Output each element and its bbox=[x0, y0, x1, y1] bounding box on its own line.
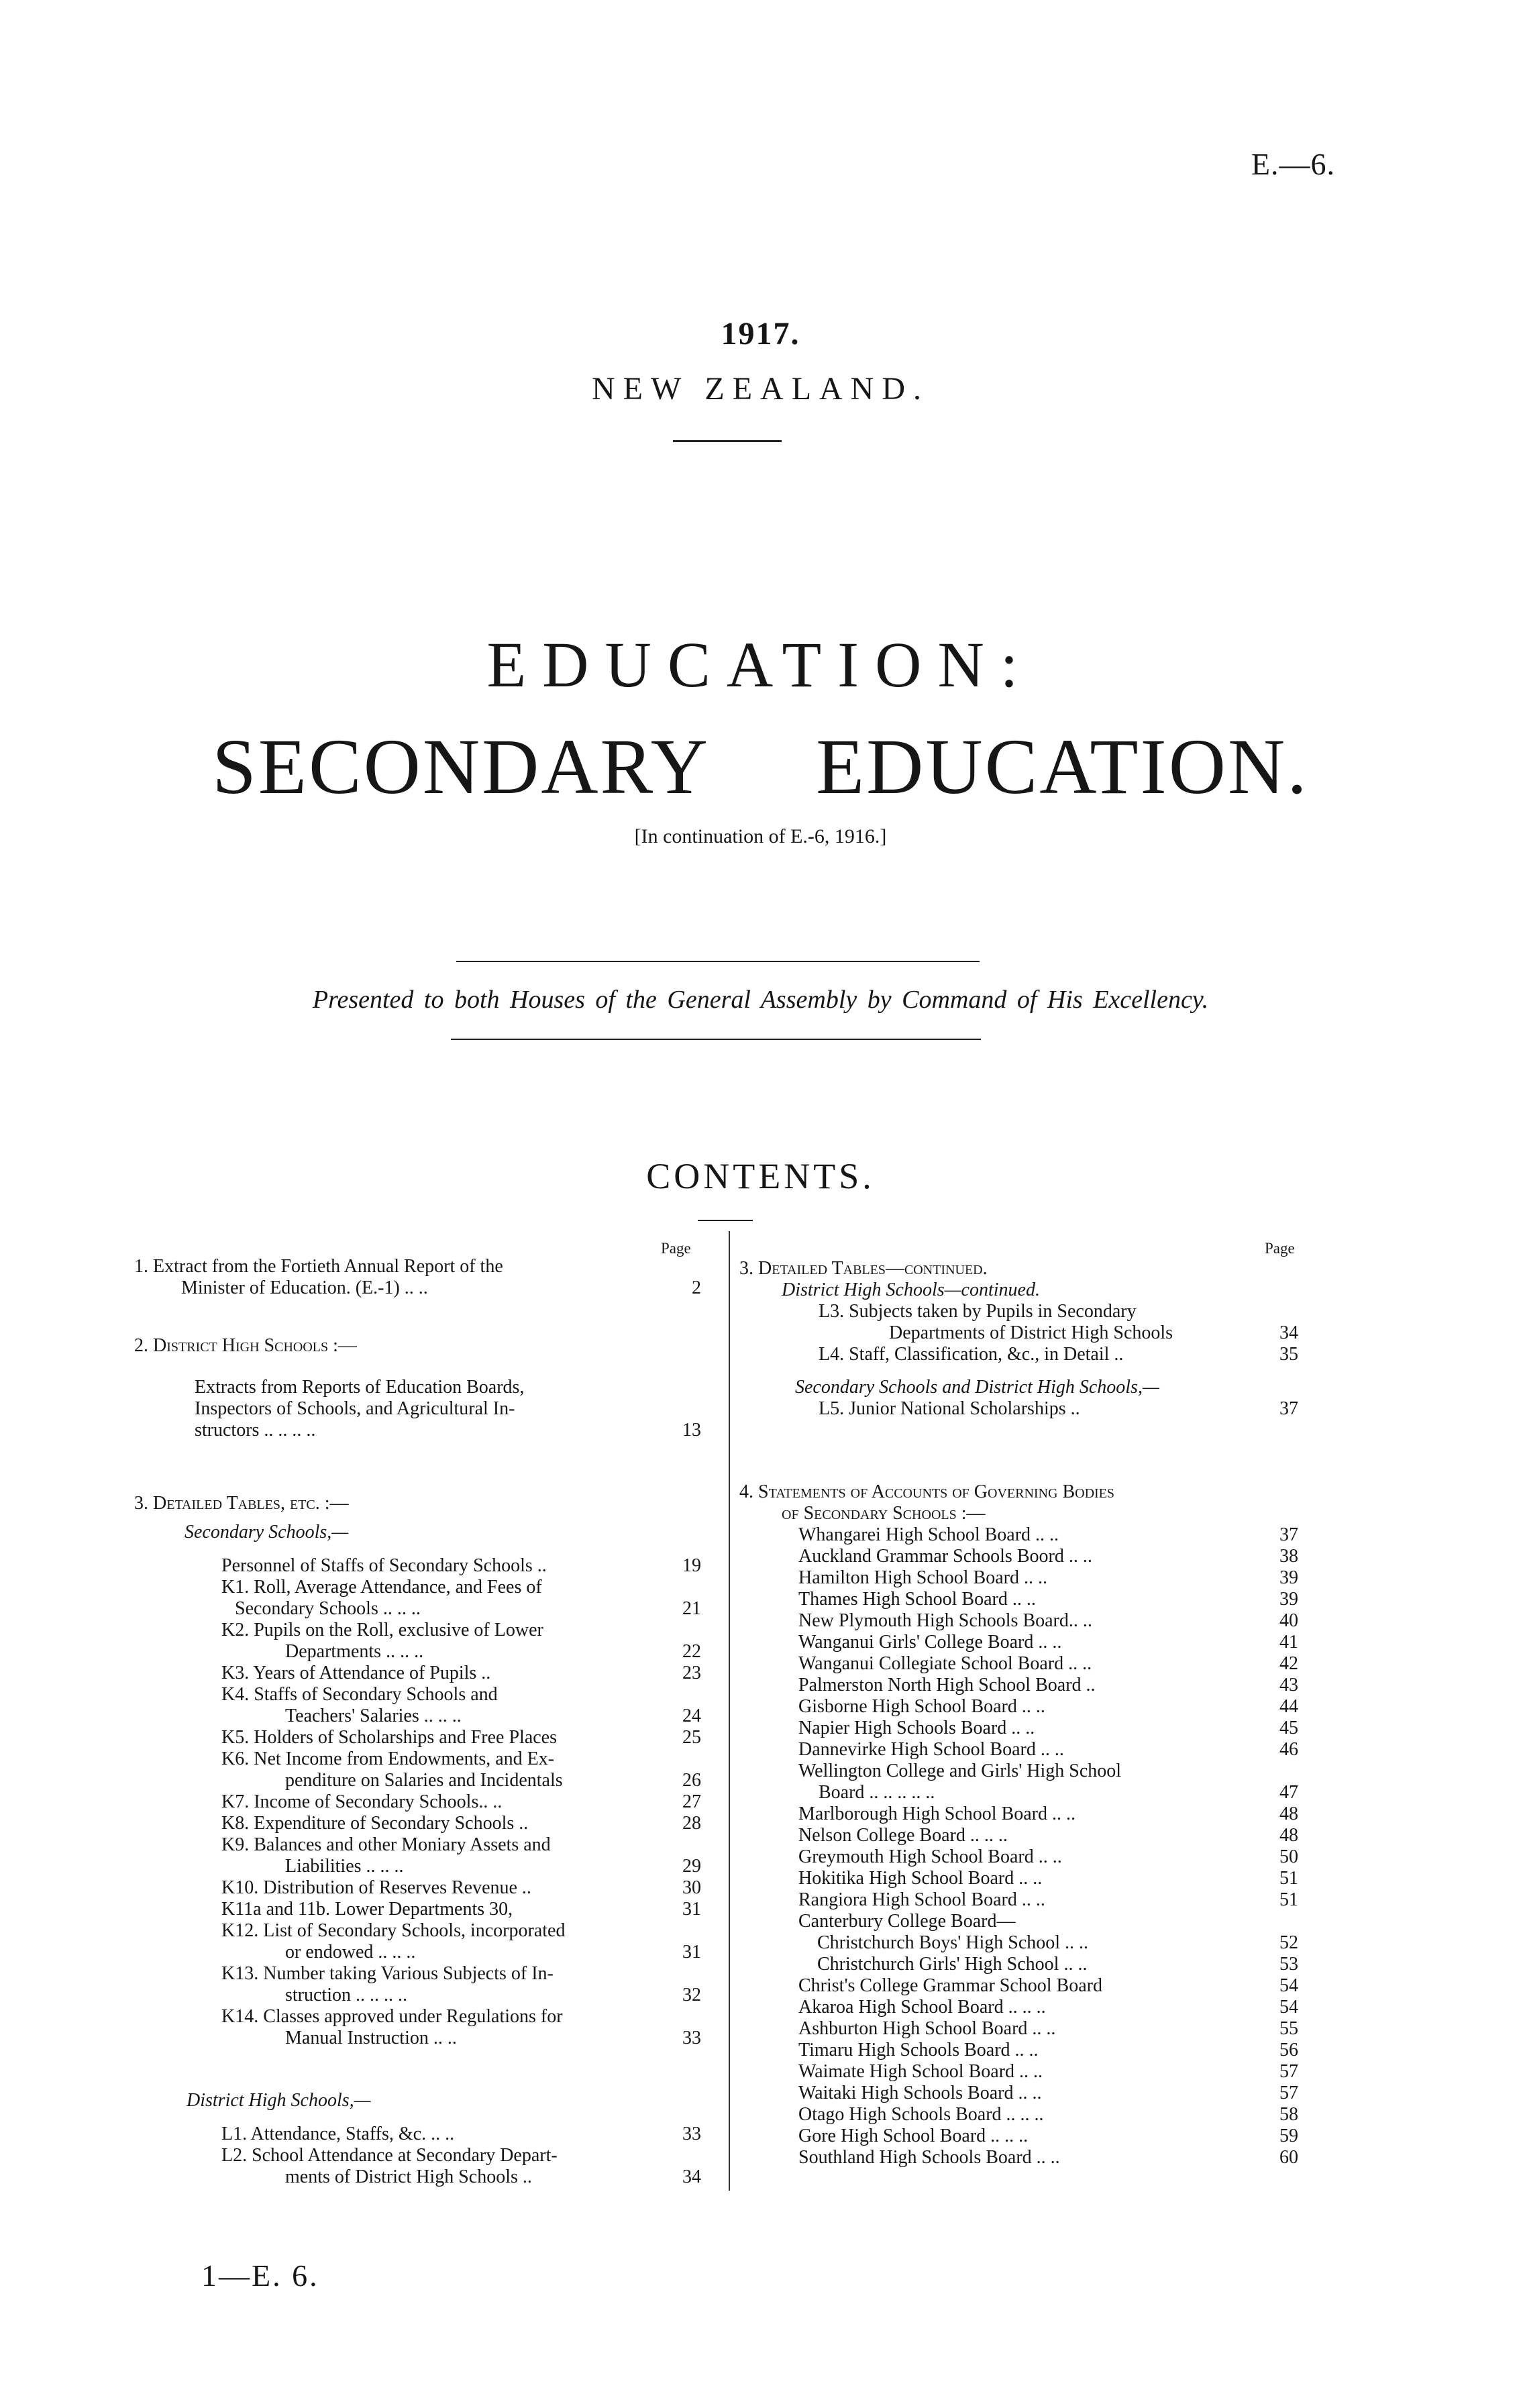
toc-entry: Christ's College Grammar School Board bbox=[798, 1975, 1102, 1996]
toc-page: 33 bbox=[682, 2028, 701, 2048]
toc-entry: Marlborough High School Board .. .. bbox=[798, 1803, 1076, 1824]
toc-entry: K3. Years of Attendance of Pupils .. bbox=[221, 1663, 491, 1683]
toc-entry: K14. Classes approved under Regulations for bbox=[221, 2006, 563, 2027]
toc-page: 46 bbox=[1279, 1739, 1298, 1760]
toc-page: 31 bbox=[682, 1899, 701, 1920]
toc-subheading-text: District High Schools,— bbox=[187, 2090, 371, 2111]
toc-page: 32 bbox=[682, 1985, 701, 2005]
toc-page: 26 bbox=[682, 1770, 701, 1791]
toc-entry: ments of District High Schools .. bbox=[285, 2166, 532, 2187]
toc-entry: Timaru High Schools Board .. .. bbox=[798, 2040, 1039, 2060]
toc-subheading bbox=[185, 1522, 348, 1543]
toc-entry: K2. Pupils on the Roll, exclusive of Lower bbox=[221, 1620, 543, 1640]
toc-entry: Secondary Schools .. .. .. bbox=[235, 1598, 421, 1619]
toc-entry: Otago High Schools Board .. .. .. bbox=[798, 2104, 1044, 2125]
toc-entry: Rangiora High School Board .. .. bbox=[798, 1889, 1045, 1910]
toc-entry: L1. Attendance, Staffs, &c. .. .. bbox=[221, 2124, 455, 2144]
toc-page: 50 bbox=[1279, 1846, 1298, 1867]
toc-page: 60 bbox=[1279, 2147, 1298, 2168]
signature-mark: 1—E. 6. bbox=[201, 2258, 319, 2293]
toc-page: 54 bbox=[1279, 1975, 1298, 1996]
continuation-note: [In continuation of E.-6, 1916.] bbox=[634, 825, 887, 847]
toc-entry: Departments of District High Schools bbox=[889, 1322, 1173, 1343]
toc-page: 38 bbox=[1279, 1546, 1298, 1567]
toc-entry: Christchurch Girls' High School .. .. bbox=[817, 1954, 1088, 1975]
toc-page: 31 bbox=[682, 1942, 701, 1962]
toc-subheading bbox=[782, 1279, 1040, 1301]
toc-page: 57 bbox=[1279, 2083, 1298, 2103]
toc-entry: L3. Subjects taken by Pupils in Secondary bbox=[819, 1301, 1137, 1322]
toc-entry: Akaroa High School Board .. .. .. bbox=[798, 1997, 1046, 2018]
toc-page: 45 bbox=[1279, 1718, 1298, 1738]
contents-heading: CONTENTS. bbox=[646, 1156, 875, 1196]
toc-entry: Gisborne High School Board .. .. bbox=[798, 1696, 1045, 1717]
toc-entry: 2. District High Schools :— bbox=[134, 1335, 357, 1356]
toc-entry: struction .. .. .. .. bbox=[285, 1985, 407, 2005]
toc-page: 13 bbox=[682, 1420, 701, 1441]
toc-entry: Manual Instruction .. .. bbox=[285, 2028, 457, 2048]
toc-page: 54 bbox=[1279, 1997, 1298, 2018]
toc-entry: K5. Holders of Scholarships and Free Places bbox=[221, 1727, 558, 1748]
toc-entry: 3. Detailed Tables, etc. :— bbox=[134, 1493, 349, 1514]
toc-entry: K9. Balances and other Moniary Assets and bbox=[221, 1834, 551, 1855]
toc-page: 21 bbox=[682, 1598, 701, 1619]
main-title: EDUCATION: bbox=[486, 629, 1035, 700]
toc-entry: Thames High School Board .. .. bbox=[798, 1589, 1036, 1610]
toc-entry: Waimate High School Board .. .. bbox=[798, 2061, 1043, 2082]
toc-entry: K7. Income of Secondary Schools.. .. bbox=[221, 1791, 503, 1812]
toc-page: 30 bbox=[682, 1877, 701, 1898]
toc-page: 2 bbox=[692, 1277, 701, 1298]
toc-page: 19 bbox=[682, 1555, 701, 1576]
toc-entry: Extracts from Reports of Education Boards, bbox=[195, 1377, 525, 1398]
toc-entry: Wanganui Collegiate School Board .. .. bbox=[798, 1653, 1092, 1674]
toc-entry: Personnel of Staffs of Secondary Schools .. bbox=[221, 1555, 547, 1576]
toc-entry: of Secondary Schools :— bbox=[782, 1503, 986, 1524]
toc-entry: Dannevirke High School Board .. .. bbox=[798, 1739, 1064, 1760]
toc-entry: Ashburton High School Board .. .. bbox=[798, 2018, 1056, 2039]
toc-entry: Christchurch Boys' High School .. .. bbox=[817, 1932, 1089, 1953]
subtitle: SECONDARY EDUCATION. bbox=[212, 723, 1309, 810]
toc-page: 56 bbox=[1279, 2040, 1298, 2060]
toc-entry: Hamilton High School Board .. .. bbox=[798, 1567, 1047, 1588]
toc-entry: K8. Expenditure of Secondary Schools .. bbox=[221, 1813, 529, 1834]
toc-page: 59 bbox=[1279, 2126, 1298, 2146]
toc-entry: Wellington College and Girls' High School bbox=[798, 1761, 1122, 1781]
toc-entry: K12. List of Secondary Schools, incorporated bbox=[221, 1920, 566, 1941]
toc-page: 53 bbox=[1279, 1954, 1298, 1975]
toc-page: 41 bbox=[1279, 1632, 1298, 1653]
toc-page: 52 bbox=[1279, 1932, 1298, 1953]
toc-entry: Gore High School Board .. .. .. bbox=[798, 2126, 1029, 2146]
toc-entry-text: 3. Detailed Tables—continued. bbox=[739, 1258, 988, 1279]
toc-entry: Inspectors of Schools, and Agricultural In- bbox=[195, 1398, 515, 1419]
toc-entry: Board .. .. .. .. .. bbox=[819, 1782, 935, 1803]
toc-entry: K4. Staffs of Secondary Schools and bbox=[221, 1684, 498, 1705]
toc-page: 42 bbox=[1279, 1653, 1298, 1674]
toc-entry: Napier High Schools Board .. .. bbox=[798, 1718, 1035, 1738]
toc-subheading-text: Secondary Schools,— bbox=[185, 1522, 349, 1542]
toc-entry: K1. Roll, Average Attendance, and Fees of bbox=[221, 1577, 542, 1598]
document-serial: E.—6. bbox=[1251, 147, 1335, 181]
toc-entry: Nelson College Board .. .. .. bbox=[798, 1825, 1008, 1846]
toc-subheading-text: Secondary Schools and District High Schools,— bbox=[795, 1377, 1159, 1398]
toc-entry: Departments .. .. .. bbox=[285, 1641, 424, 1662]
toc-page: 25 bbox=[682, 1727, 701, 1748]
toc-page: 33 bbox=[682, 2124, 701, 2144]
toc-page: 44 bbox=[1279, 1696, 1298, 1717]
toc-subheading-text: District High Schools—continued. bbox=[782, 1279, 1040, 1300]
toc-page: 55 bbox=[1279, 2018, 1298, 2039]
toc-page: 40 bbox=[1279, 1610, 1298, 1631]
toc-subheading bbox=[187, 2090, 371, 2111]
toc-entry: penditure on Salaries and Incidentals bbox=[285, 1770, 563, 1791]
toc-page: 24 bbox=[682, 1706, 701, 1726]
toc-page: 28 bbox=[682, 1813, 701, 1834]
toc-entry: Wanganui Girls' College Board .. .. bbox=[798, 1632, 1062, 1653]
toc-page: 43 bbox=[1279, 1675, 1298, 1695]
toc-page: 57 bbox=[1279, 2061, 1298, 2082]
toc-page: 48 bbox=[1279, 1825, 1298, 1846]
toc-page: 34 bbox=[682, 2166, 701, 2187]
toc-entry: L2. School Attendance at Secondary Depart- bbox=[221, 2145, 558, 2166]
toc-page: 37 bbox=[1279, 1524, 1298, 1545]
toc-page: 22 bbox=[682, 1641, 701, 1662]
toc-page: 47 bbox=[1279, 1782, 1298, 1803]
toc-entry: K11a and 11b. Lower Departments 30, bbox=[221, 1899, 513, 1920]
toc-page: 51 bbox=[1279, 1868, 1298, 1889]
toc-entry: K10. Distribution of Reserves Revenue .. bbox=[221, 1877, 531, 1898]
toc-entry: Teachers' Salaries .. .. .. bbox=[285, 1706, 462, 1726]
toc-entry: Palmerston North High School Board .. bbox=[798, 1675, 1096, 1695]
toc-entry: 1. Extract from the Fortieth Annual Report of the bbox=[134, 1256, 503, 1277]
toc-entry: structors .. .. .. .. bbox=[195, 1420, 316, 1441]
toc-entry: Minister of Education. (E.-1) .. .. bbox=[181, 1277, 428, 1298]
toc-entry: Southland High Schools Board .. .. bbox=[798, 2147, 1060, 2168]
toc-page: 35 bbox=[1279, 1344, 1298, 1365]
toc-entry: Hokitika High School Board .. .. bbox=[798, 1868, 1043, 1889]
toc-entry: L5. Junior National Scholarships .. bbox=[819, 1398, 1080, 1419]
country: NEW ZEALAND. bbox=[591, 371, 930, 407]
toc-entry: L4. Staff, Classification, &c., in Detail .. bbox=[819, 1344, 1124, 1365]
year: 1917. bbox=[721, 316, 800, 352]
toc-entry bbox=[739, 1258, 988, 1279]
page-column-label-left: Page bbox=[661, 1240, 691, 1257]
toc-entry: Canterbury College Board— bbox=[798, 1911, 1016, 1932]
toc-entry: Auckland Grammar Schools Boord .. .. bbox=[798, 1546, 1092, 1567]
toc-page: 48 bbox=[1279, 1803, 1298, 1824]
toc-entry: New Plymouth High Schools Board.. .. bbox=[798, 1610, 1092, 1631]
toc-page: 39 bbox=[1279, 1567, 1298, 1588]
page-column-label-right: Page bbox=[1265, 1240, 1295, 1257]
toc-entry: 4. Statements of Accounts of Governing Bodies bbox=[739, 1481, 1115, 1502]
toc-entry: K6. Net Income from Endowments, and Ex- bbox=[221, 1748, 555, 1769]
toc-page: 34 bbox=[1279, 1322, 1298, 1343]
toc-entry: K13. Number taking Various Subjects of In- bbox=[221, 1963, 554, 1984]
toc-page: 37 bbox=[1279, 1398, 1298, 1419]
toc-entry: Liabilities .. .. .. bbox=[285, 1856, 404, 1877]
presented-line: Presented to both Houses of the General Assembly by Command of His Excellency. bbox=[312, 986, 1209, 1014]
toc-page: 58 bbox=[1279, 2104, 1298, 2125]
toc-entry: Greymouth High School Board .. .. bbox=[798, 1846, 1062, 1867]
toc-entry: or endowed .. .. .. bbox=[285, 1942, 416, 1962]
toc-page: 23 bbox=[682, 1663, 701, 1683]
toc-subheading bbox=[795, 1377, 1159, 1398]
toc-page: 51 bbox=[1279, 1889, 1298, 1910]
toc-entry: Waitaki High Schools Board .. .. bbox=[798, 2083, 1042, 2103]
toc-page: 29 bbox=[682, 1856, 701, 1877]
toc-page: 27 bbox=[682, 1791, 701, 1812]
toc-entry: Whangarei High School Board .. .. bbox=[798, 1524, 1059, 1545]
toc-page: 39 bbox=[1279, 1589, 1298, 1610]
